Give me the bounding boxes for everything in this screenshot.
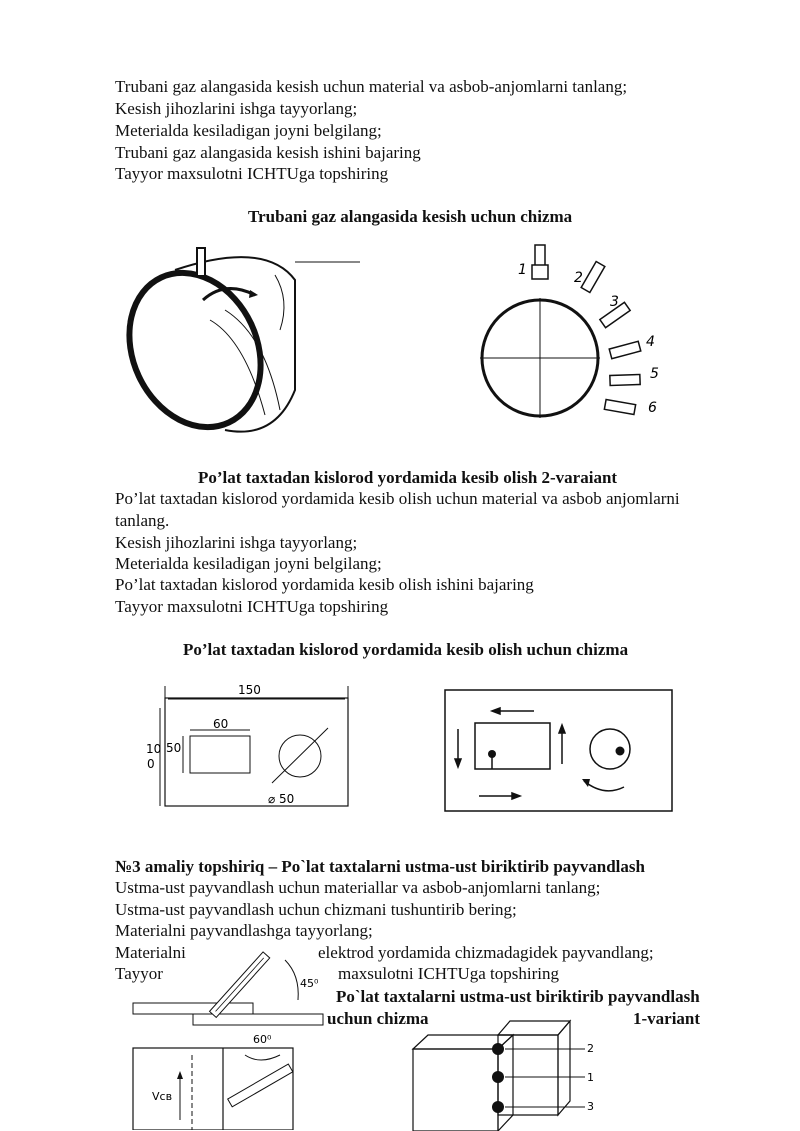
- section3-line-2: Ustma-ust payvandlash uchun chizmani tushuntirib bering;: [115, 900, 517, 919]
- section2-line-6: Tayyor maxsulotni ICHTUga topshiring: [115, 597, 389, 616]
- section3-line-5b: maxsulotni ICHTUga topshiring: [338, 964, 559, 983]
- section1-line-4: Trubani gaz alangasida kesish ishini bajaring: [115, 143, 421, 162]
- section3-heading: №3 amaliy topshiriq – Po`lat taxtalarni ustma-ust biriktirib payvandlash: [115, 857, 645, 876]
- speed-label: Vсв: [152, 1090, 173, 1103]
- section1-figure-title: Trubani gaz alangasida kesish uchun chizma: [248, 207, 573, 226]
- dim-rect-width: 60: [213, 717, 229, 731]
- torch-nozzle: [197, 248, 205, 276]
- section3-figure-title-1: Po`lat taxtalarni ustma-ust biriktirib payvandlash: [336, 987, 700, 1006]
- plate-dimension-figure: [140, 678, 360, 813]
- cutting-direction-figure: [444, 689, 674, 814]
- angle-45: 45⁰: [300, 977, 319, 990]
- torch-label-4: 4: [646, 334, 655, 350]
- section2-heading: Po’lat taxtadan kislorod yordamida kesib olish 2-varaiant: [198, 468, 618, 487]
- torch-positions-figure: [480, 240, 670, 440]
- weld-point-middle: [492, 1071, 504, 1083]
- torch-label-5: 5: [650, 366, 659, 382]
- section1-line-1: Trubani gaz alangasida kesish uchun material va asbob-anjomlarni tanlang;: [115, 77, 628, 96]
- weld-label-3: 3: [587, 1100, 594, 1113]
- dim-height: 10: [146, 742, 162, 756]
- section2-line-1: Po’lat taxtadan kislorod yordamida kesib olish uchun material va asbob anjomlarni: [115, 489, 680, 508]
- section2-line-3: Kesish jihozlarini ishga tayyorlang;: [115, 533, 358, 552]
- section1-line-5: Tayyor maxsulotni ICHTUga topshiring: [115, 164, 389, 183]
- dim-rect-height: 50: [166, 741, 182, 755]
- section2-line-4: Meterialda kesiladigan joyni belgilang;: [115, 554, 382, 573]
- weld-label-2: 2: [587, 1042, 594, 1055]
- section3-line-5a: Tayyor: [115, 964, 163, 983]
- section3-line-4a: Materialni: [115, 943, 186, 962]
- torch-label-3: 3: [610, 294, 619, 310]
- cut-rectangle: [190, 736, 250, 773]
- weld-label-1: 1: [587, 1071, 594, 1084]
- weld-point-top: [492, 1043, 504, 1055]
- section3-variant: 1-variant: [633, 1009, 701, 1028]
- dim-height-suffix: 0: [147, 757, 155, 771]
- torch-label-1: 1: [518, 262, 527, 278]
- dim-diameter: ⌀ 50: [268, 792, 295, 806]
- section3-line-4b: elektrod yordamida chizmadagidek payvandlang;: [318, 943, 654, 962]
- cube-weld-figure: [410, 1015, 610, 1131]
- torch-label-2: 2: [574, 270, 583, 286]
- pipe-cutting-figure: [115, 240, 365, 440]
- section2-figure-title: Po’lat taxtadan kislorod yordamida kesib olish uchun chizma: [183, 640, 629, 659]
- lap-weld-figure: [130, 945, 330, 1130]
- section3-line-1: Ustma-ust payvandlash uchun materiallar va asbob-anjomlarni tanlang;: [115, 878, 601, 897]
- section1-line-3: Meterialda kesiladigan joyni belgilang;: [115, 121, 382, 140]
- section1-line-2: Kesish jihozlarini ishga tayyorlang;: [115, 99, 358, 118]
- section2-line-2: tanlang.: [115, 511, 170, 530]
- weld-point-bottom: [492, 1101, 504, 1113]
- angle-60: 60⁰: [253, 1033, 272, 1046]
- dim-width: 150: [238, 683, 261, 697]
- section2-line-5: Po’lat taxtadan kislorod yordamida kesib olish ishini bajaring: [115, 575, 534, 594]
- section3-figure-title-2: uchun chizma: [327, 1009, 429, 1028]
- torch-label-6: 6: [648, 400, 657, 416]
- section3-line-3: Materialni payvandlashga tayyorlang;: [115, 921, 373, 940]
